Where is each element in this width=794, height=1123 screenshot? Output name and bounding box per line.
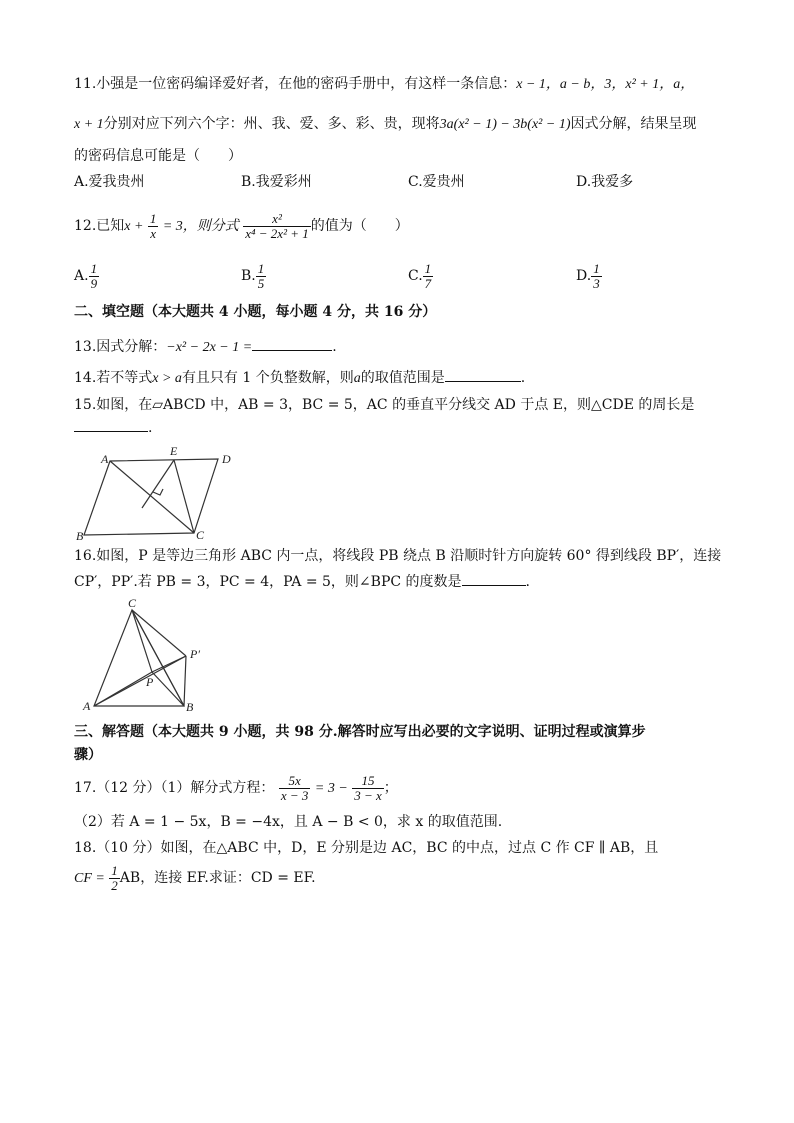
- q13-end: .: [332, 339, 337, 355]
- q15-line1: 15.如图，在▱ABCD 中，AB = 3，BC = 5，AC 的垂直平分线交 AD 于点 E，则△CDE 的周长是: [74, 397, 695, 413]
- q12-option-d: [576, 258, 602, 294]
- q12-cond-den: x: [150, 225, 157, 241]
- q17-part2: （2）若 A = 1 − 5x，B = −4x，且 A − B < 0，求 x 的取值范围.: [74, 814, 503, 830]
- q12-suffix: 的值为（ ）: [310, 218, 409, 234]
- q12-option-d-label: D.: [576, 268, 592, 284]
- q16-end: .: [525, 574, 530, 590]
- q15-line2: [74, 418, 152, 438]
- q12-option-b-label: B.: [241, 268, 256, 284]
- q18-half-frac: [109, 864, 120, 893]
- q11-text: 11.小强是一位密码编译爱好者，在他的密码手册中，有这样一条信息：: [74, 76, 517, 92]
- q14-line: [74, 368, 525, 389]
- q14-end-text: 的取值范围是: [360, 370, 445, 386]
- frac-num: 1: [90, 260, 98, 276]
- q13-prefix: 13.因式分解：: [74, 339, 167, 355]
- q12-option-a-frac: [89, 262, 100, 291]
- q14-math1: x > a: [152, 371, 182, 386]
- q12-cond-frac: [148, 212, 159, 241]
- q16-line2-text: CP′，PP′.若 PB = 3，PC = 4，PA = 5，则∠BPC 的度数是: [74, 574, 462, 590]
- q18-line2: [74, 860, 316, 897]
- q17-lhs-num: 5x: [279, 774, 311, 789]
- label-p-prime: P′: [190, 647, 200, 661]
- label-c: C: [196, 528, 205, 542]
- q12-option-a-label: A.: [74, 268, 89, 284]
- q11-option-b: B.我爱彩州: [241, 174, 312, 190]
- q17-rhs-num: 15: [352, 774, 384, 789]
- segment-ap-prime: [94, 656, 186, 706]
- q11-math-list: x − 1，a − b，3，x² + 1，a，: [516, 77, 695, 92]
- label-b: B: [76, 529, 84, 543]
- q18-half-num: 1: [111, 862, 118, 878]
- q17-prefix: 17.（12 分）（1）解分式方程：: [74, 780, 275, 796]
- frac-den: 7: [424, 275, 432, 291]
- q16-answer-blank: [462, 573, 526, 586]
- q13-answer-blank: [252, 338, 332, 351]
- q12-cond-num: 1: [149, 210, 157, 226]
- q12-prefix: 12.已知: [74, 218, 125, 234]
- frac-den: 3: [593, 275, 600, 291]
- frac-den: 9: [90, 275, 98, 291]
- frac-num: 1: [593, 260, 600, 276]
- label-d: D: [222, 452, 231, 466]
- label-b: B: [186, 700, 194, 714]
- q14-math2: a: [353, 371, 361, 386]
- q12-cond-a: x +: [124, 219, 144, 234]
- q11-text2: 分别对应下列六个字：州、我、爱、多、彩、贵，现将: [103, 116, 440, 132]
- q16-triangle-figure: [80, 596, 220, 714]
- section3-heading-line2: 骤）: [74, 747, 102, 763]
- parallelogram-abcd: [84, 459, 218, 535]
- q15-answer-blank: [74, 419, 148, 432]
- q18-line2-text: AB，连接 EF.求证：CD = EF.: [119, 870, 316, 886]
- q11-option-c: C.爱贵州: [408, 174, 465, 190]
- q14-mid: 有且只有 1 个负整数解，则: [181, 370, 354, 386]
- q18-half-den: 2: [111, 877, 118, 893]
- label-c: C: [128, 596, 137, 610]
- q12-option-c-frac: [423, 262, 434, 291]
- segment-cp-prime: [132, 610, 186, 656]
- q15-parallelogram-figure: [74, 443, 244, 543]
- diagonal-ac: [110, 461, 194, 533]
- q11-line3: 的密码信息可能是（ ）: [74, 148, 242, 164]
- q13-math: −x² − 2x − 1 =: [166, 340, 253, 355]
- q17-lhs-frac: [279, 774, 311, 803]
- q12-option-b: [241, 258, 266, 294]
- q15-end: .: [148, 420, 153, 436]
- q13-line: [74, 337, 337, 358]
- q11-option-a: A.爱我贵州: [74, 174, 145, 190]
- q12-option-c: [408, 258, 433, 294]
- q12-option-b-frac: [256, 262, 267, 291]
- frac-den: 5: [257, 275, 265, 291]
- q12-option-a: [74, 258, 99, 294]
- q14-end: .: [520, 370, 526, 386]
- q18-line1: 18.（10 分）如图，在△ABC 中，D，E 分别是边 AC，BC 的中点，过点 C 作 CF ∥ AB，且: [74, 840, 659, 856]
- section2-heading: 二、填空题（本大题共 4 小题，每小题 4 分，共 16 分）: [74, 304, 437, 320]
- q17-rhs-den: 3 − x: [354, 787, 382, 803]
- q14-answer-blank: [445, 369, 521, 382]
- q12-frac-num: x²: [243, 212, 311, 227]
- q16-line1: 16.如图，P 是等边三角形 ABC 内一点，将线段 PB 绕点 B 沿顺时针方向旋转 60° 得到线段 BP′，连接: [74, 548, 722, 564]
- q17-mid: = 3 −: [314, 781, 348, 796]
- segment-bp-prime: [184, 656, 186, 706]
- q11-option-d: D.我爱多: [576, 174, 634, 190]
- q11-expression: 3a(x² − 1) − 3b(x² − 1): [439, 117, 571, 132]
- segment-ec: [174, 460, 194, 533]
- frac-num: 1: [424, 260, 432, 276]
- frac-num: 1: [257, 260, 265, 276]
- q12-line: [74, 208, 409, 245]
- q11-line1: [74, 74, 694, 95]
- q17-lhs-den: x − 3: [280, 787, 309, 803]
- q17-line1: [74, 770, 398, 807]
- q12-option-d-frac: [591, 262, 602, 291]
- q11-line2: [74, 114, 696, 135]
- section3-heading-line1: 三、解答题（本大题共 9 小题，共 98 分.解答时应写出必要的文字说明、证明过程或演算步: [74, 724, 646, 740]
- q12-frac-den: x⁴ − 2x² + 1: [245, 225, 309, 241]
- q18-cf: CF =: [74, 871, 105, 886]
- perpendicular-bisector: [142, 460, 174, 508]
- q17-rhs-frac: [352, 774, 384, 803]
- label-e: E: [170, 444, 178, 458]
- segment-cb-inner: [132, 610, 184, 706]
- q14-prefix: 14.若不等式: [74, 370, 153, 386]
- q12-main-frac: [243, 212, 311, 241]
- label-a: A: [101, 452, 109, 466]
- q12-cond-b: = 3，则分式: [162, 219, 239, 234]
- q12-option-c-label: C.: [408, 268, 423, 284]
- q11-math-x1: x + 1: [74, 117, 104, 132]
- label-p: P: [146, 675, 154, 689]
- q16-line2: [74, 572, 530, 592]
- q11-text3: 因式分解，结果呈现: [570, 116, 697, 132]
- q17-end: ；: [383, 780, 398, 796]
- label-a: A: [83, 699, 91, 713]
